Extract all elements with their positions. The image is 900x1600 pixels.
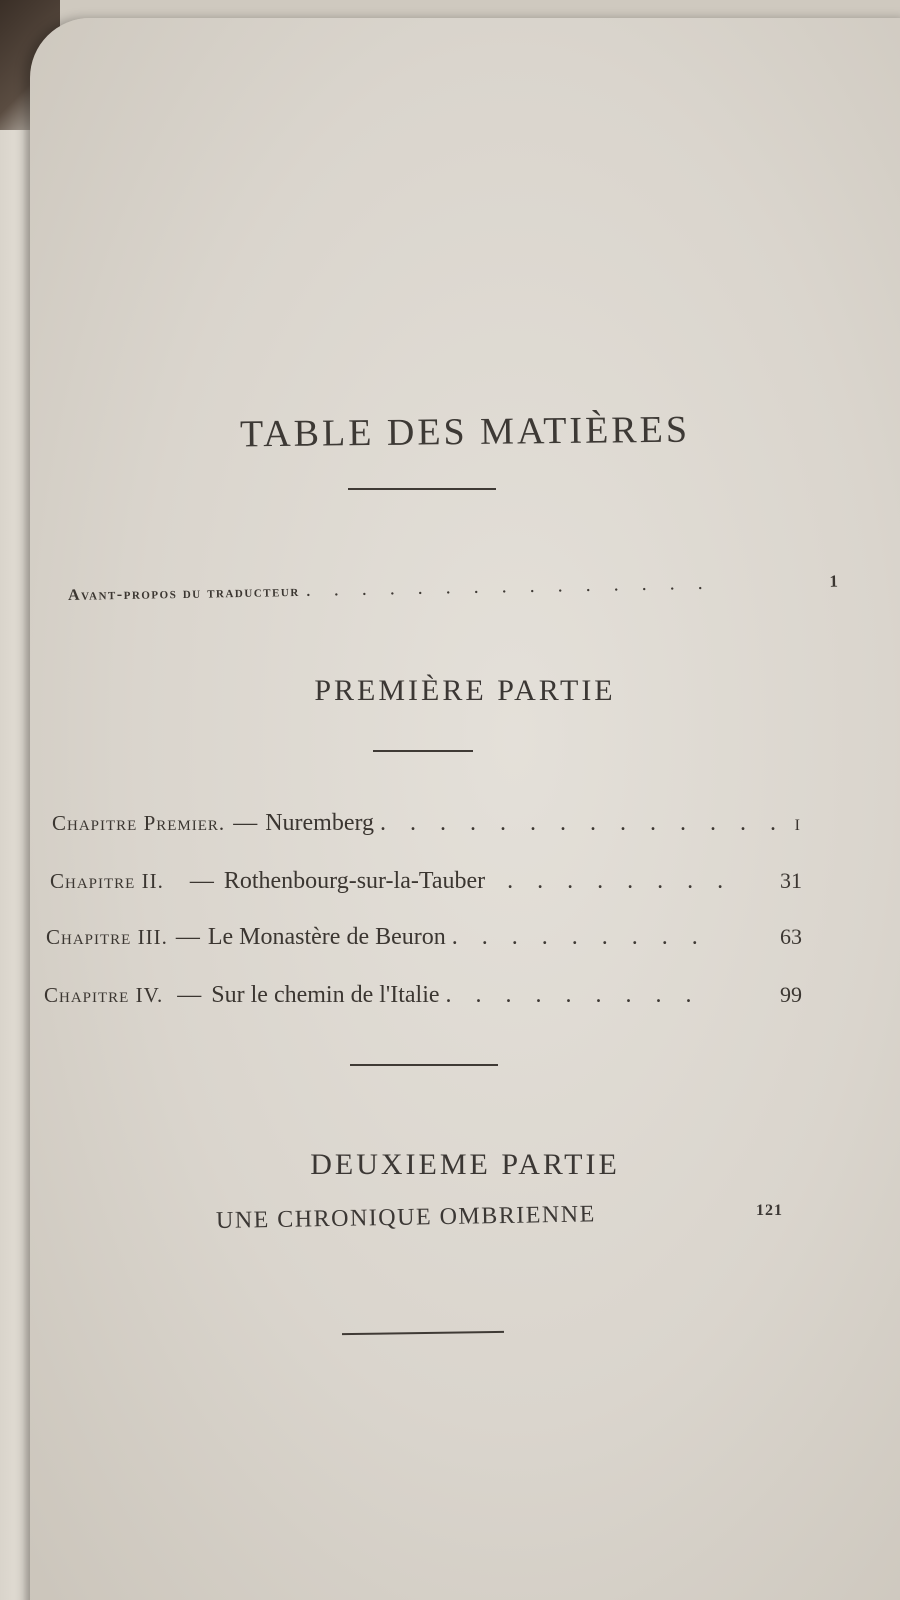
part-two-page-number: 121: [756, 1202, 783, 1219]
part-two-divider: [342, 1331, 504, 1335]
book-page: [30, 18, 900, 1600]
page-number: I: [794, 817, 800, 834]
leader-dots: . . . . . . . .: [507, 868, 733, 894]
chapter-label: Chapitre II.: [50, 869, 164, 893]
part-two-title: DEUXIEME PARTIE: [310, 1148, 620, 1181]
chapter-label: Chapitre IV.: [44, 983, 164, 1007]
separator: —: [233, 810, 258, 836]
leader-dots: . . . . . . . . . . . . . . .: [305, 571, 712, 601]
separator: —: [189, 868, 214, 894]
separator: —: [175, 924, 200, 950]
toc-entry-chapter-1: [52, 810, 800, 837]
chapter-label: Chapitre III.: [46, 925, 168, 949]
page-number: 1: [829, 571, 839, 591]
part-one-divider: [373, 750, 473, 752]
part-one-end-divider: [350, 1064, 498, 1066]
chapter-title: Sur le chemin de l'Italie: [211, 982, 440, 1008]
part-one-title: PREMIÈRE PARTIE: [314, 674, 616, 707]
leader-dots: . . . . . . . . .: [451, 924, 707, 950]
foreword-label: Avant-propos du traducteur: [67, 582, 300, 604]
page-number: 99: [780, 982, 802, 1007]
separator: —: [177, 982, 202, 1008]
chapter-label: Chapitre Premier.: [52, 811, 226, 835]
leader-dots: . . . . . . . . .: [445, 982, 701, 1008]
page-number: 63: [780, 924, 802, 949]
leader-dots: . . . . . . . . . . . . . .: [380, 810, 786, 836]
part-two-subtitle: UNE CHRONIQUE OMBRIENNE: [215, 1201, 596, 1234]
page-number: 31: [780, 868, 802, 893]
title-divider: [348, 488, 496, 490]
toc-entry-foreword: [68, 570, 838, 606]
toc-entry-chapter-4: [44, 982, 802, 1009]
toc-entry-chapter-2: [50, 868, 802, 895]
chapter-title: Rothenbourg-sur-la-Tauber: [223, 868, 486, 894]
toc-entry-chapter-3: [46, 924, 802, 951]
page-title: TABLE DES MATIÈRES: [239, 408, 691, 456]
chapter-title: Nuremberg: [265, 810, 375, 836]
chapter-title: Le Monastère de Beuron: [207, 924, 446, 950]
